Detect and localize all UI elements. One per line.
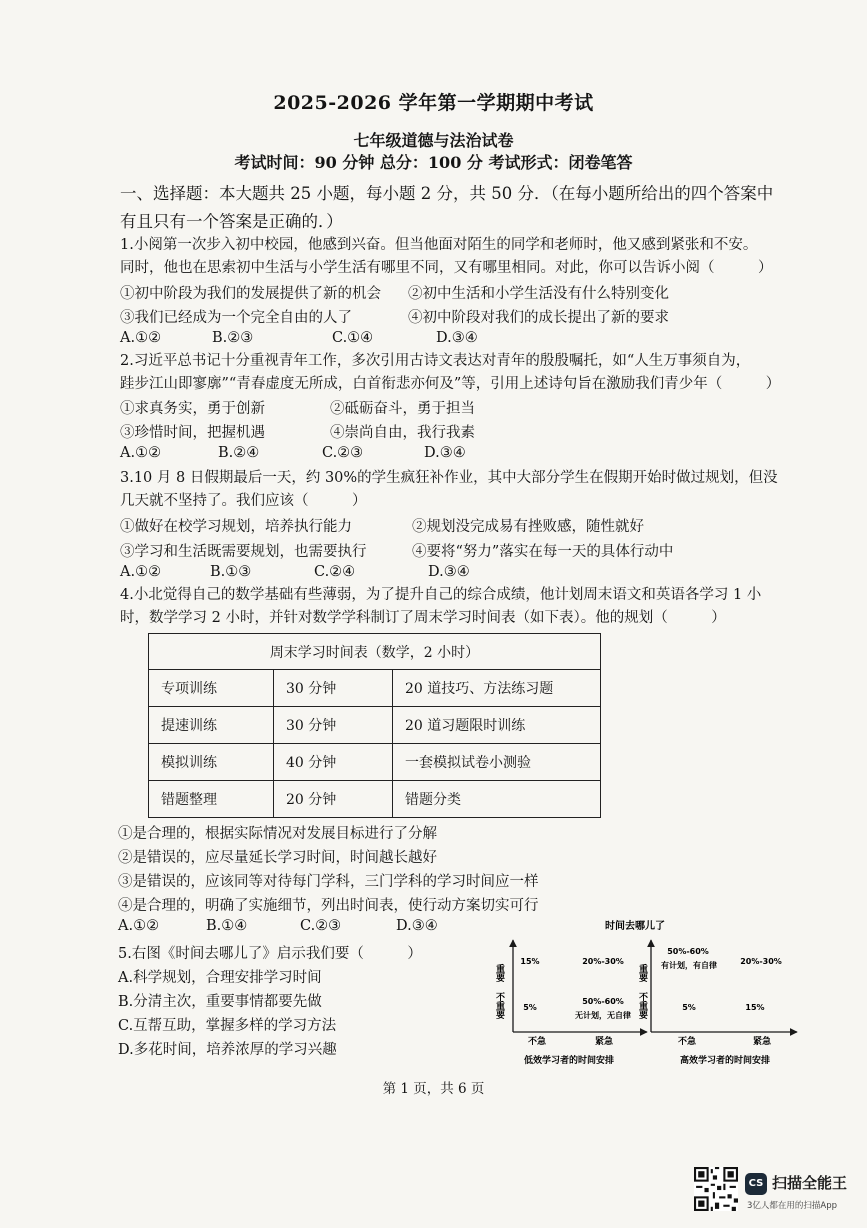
cell-value: 5% [523, 1003, 537, 1012]
q2-statement: ①求真务实，勇于创新 [120, 401, 265, 417]
q2-option-b: B.②④ [218, 445, 260, 461]
chart-title: 时间去哪儿了 [605, 921, 665, 932]
x-label-urgent: 紧急 [752, 1037, 772, 1047]
study-schedule-table [148, 633, 601, 818]
table-row [149, 744, 601, 781]
q1-option-c: C.①④ [332, 330, 374, 346]
q1-statement: ④初中阶段对我们的成长提出了新的要求 [408, 310, 669, 326]
table-cell: 30 分钟 [274, 670, 393, 707]
q2-statement: ②砥砺奋斗，勇于担当 [330, 401, 475, 417]
table-row [149, 670, 601, 707]
q2-stem: 2.习近平总书记十分重视青年工作，多次引用古诗文表达对青年的殷殷嘱托，如“人生万事须自为， [120, 353, 751, 369]
q1-statement: ②初中生活和小学生活没有什么特别变化 [408, 286, 669, 302]
cell-value: 5% [682, 1003, 696, 1012]
q1-option-b: B.②③ [212, 330, 254, 346]
q5-option-d: D.多花时间，培养浓厚的学习兴趣 [118, 1042, 337, 1058]
y-label-important: 重要 [637, 964, 647, 982]
table-cell: 30 分钟 [274, 707, 393, 744]
cell-value: 50%-60% [667, 947, 709, 956]
exam-info: 考试时间：90 分钟 总分：100 分 考试形式：闭卷笔答 [234, 153, 633, 172]
scanner-app-logo: CS [745, 1173, 767, 1195]
q4-statement: ②是错误的，应尽量延长学习时间，时间越长越好 [118, 850, 437, 866]
table-caption: 周末学习时间表（数学，2 小时） [149, 634, 601, 670]
q2-option-c: C.②③ [322, 445, 364, 461]
scanner-tagline: 3亿人都在用的扫描App [747, 1201, 838, 1211]
q1-stem-cont: 同时，他也在思索初中生活与小学生活有哪里不同，又有哪里相同。对此，你可以告诉小阅（ ） [120, 260, 773, 276]
q2-option-a: A.①② [120, 445, 162, 461]
table-cell: 20 道习题限时训练 [393, 707, 601, 744]
q1-statement: ①初中阶段为我们的发展提供了新的机会 [120, 286, 381, 302]
section-heading-cont: 有且只有一个答案是正确的．） [120, 212, 343, 231]
q4-statement: ①是合理的，根据实际情况对发展目标进行了分解 [118, 826, 437, 842]
q2-option-d: D.③④ [424, 445, 466, 461]
q3-option-a: A.①② [120, 564, 162, 580]
q3-stem: 3.10 月 8 日假期最后一天，约 30%的学生疯狂补作业，其中大部分学生在假期开始时做过规划，但没 [120, 470, 778, 486]
cell-note: 有计划，有自律 [661, 961, 717, 970]
qr-code-icon [694, 1167, 738, 1211]
cell-value: 20%-30% [582, 957, 624, 966]
table-cell: 错题整理 [149, 781, 274, 818]
table-row [149, 707, 601, 744]
table-cell: 模拟训练 [149, 744, 274, 781]
q2-stem-cont: 跬步江山即寥廓”“青春虚度无所成，白首衔悲亦何及”等，引用上述诗句旨在激励我们青少年（ ） [120, 376, 781, 392]
x-label-urgent: 紧急 [594, 1037, 614, 1047]
q3-option-c: C.②④ [314, 564, 356, 580]
q1-option-d: D.③④ [436, 330, 478, 346]
panel-caption: 低效学习者的时间安排 [523, 1056, 615, 1066]
q3-statement: ②规划没完成易有挫败感，随性就好 [412, 519, 644, 535]
q1-option-a: A.①② [120, 330, 162, 346]
q3-stem-cont: 几天就不坚持了。我们应该（ ） [120, 493, 367, 509]
q5-option-b: B.分清主次，重要事情都要先做 [118, 994, 322, 1010]
y-label-important: 重要 [494, 964, 504, 982]
cell-note: 无计划，无自律 [575, 1011, 631, 1020]
table-row [149, 781, 601, 818]
table-cell: 一套模拟试卷小测验 [393, 744, 601, 781]
q4-statement: ③是错误的，应该同等对待每门学科，三门学科的学习时间应一样 [118, 874, 539, 890]
q4-option-a: A.①② [118, 918, 160, 934]
cell-value: 50%-60% [582, 997, 624, 1006]
table-cell: 20 分钟 [274, 781, 393, 818]
y-label-unimportant: 不重要 [637, 992, 647, 1019]
q2-statement: ④崇尚自由，我行我素 [330, 425, 475, 441]
exam-title: 2025-2026 学年第一学期期中考试 [273, 92, 594, 114]
section-heading: 一、选择题：本大题共 25 小题，每小题 2 分，共 50 分．（在每小题所给出的四个答案中 [120, 184, 774, 203]
x-label-not-urgent: 不急 [527, 1037, 547, 1047]
q5-option-c: C.互帮互助，掌握多样的学习方法 [118, 1018, 337, 1034]
table-cell: 提速训练 [149, 707, 274, 744]
y-label-unimportant: 不重要 [494, 992, 504, 1019]
page-number: 第 1 页，共 6 页 [382, 1081, 485, 1097]
q4-option-c: C.②③ [300, 918, 342, 934]
q5-option-a: A.科学规划，合理安排学习时间 [118, 970, 322, 986]
q3-statement: ④要将“努力”落实在每一天的具体行动中 [412, 544, 674, 560]
table-cell: 40 分钟 [274, 744, 393, 781]
table-cell: 20 道技巧、方法练习题 [393, 670, 601, 707]
table-cell: 错题分类 [393, 781, 601, 818]
time-quadrant-chart [485, 912, 805, 1072]
q4-statement: ④是合理的，明确了实施细节，列出时间表，使行动方案切实可行 [118, 898, 539, 914]
table-cell: 专项训练 [149, 670, 274, 707]
cell-value: 15% [520, 957, 540, 966]
q4-stem-cont: 时，数学学习 2 小时，并针对数学学科制订了周末学习时间表（如下表）。他的规划（ ） [120, 610, 726, 626]
x-label-not-urgent: 不急 [677, 1037, 697, 1047]
q2-statement: ③珍惜时间，把握机遇 [120, 425, 265, 441]
q3-option-b: B.①③ [210, 564, 252, 580]
q5-stem: 5.右图《时间去哪儿了》启示我们要（ ） [118, 946, 422, 962]
exam-subtitle: 七年级道德与法治试卷 [353, 131, 514, 150]
cell-value: 20%-30% [740, 957, 782, 966]
q1-statement: ③我们已经成为一个完全自由的人了 [120, 310, 352, 326]
scanner-brand: 扫描全能王 [772, 1174, 848, 1192]
q1-stem: 1.小阅第一次步入初中校园，他感到兴奋。但当他面对陌生的同学和老师时，他又感到紧张和不安。 [120, 237, 758, 253]
q3-statement: ③学习和生活既需要规划，也需要执行 [120, 544, 367, 560]
q4-stem: 4.小北觉得自己的数学基础有些薄弱，为了提升自己的综合成绩，他计划周末语文和英语各学习 1 小 [120, 587, 762, 603]
q3-option-d: D.③④ [428, 564, 470, 580]
q4-option-d: D.③④ [396, 918, 438, 934]
cell-value: 15% [745, 1003, 765, 1012]
panel-caption: 高效学习者的时间安排 [679, 1056, 771, 1066]
q3-statement: ①做好在校学习规划，培养执行能力 [120, 519, 352, 535]
q4-option-b: B.①④ [206, 918, 248, 934]
